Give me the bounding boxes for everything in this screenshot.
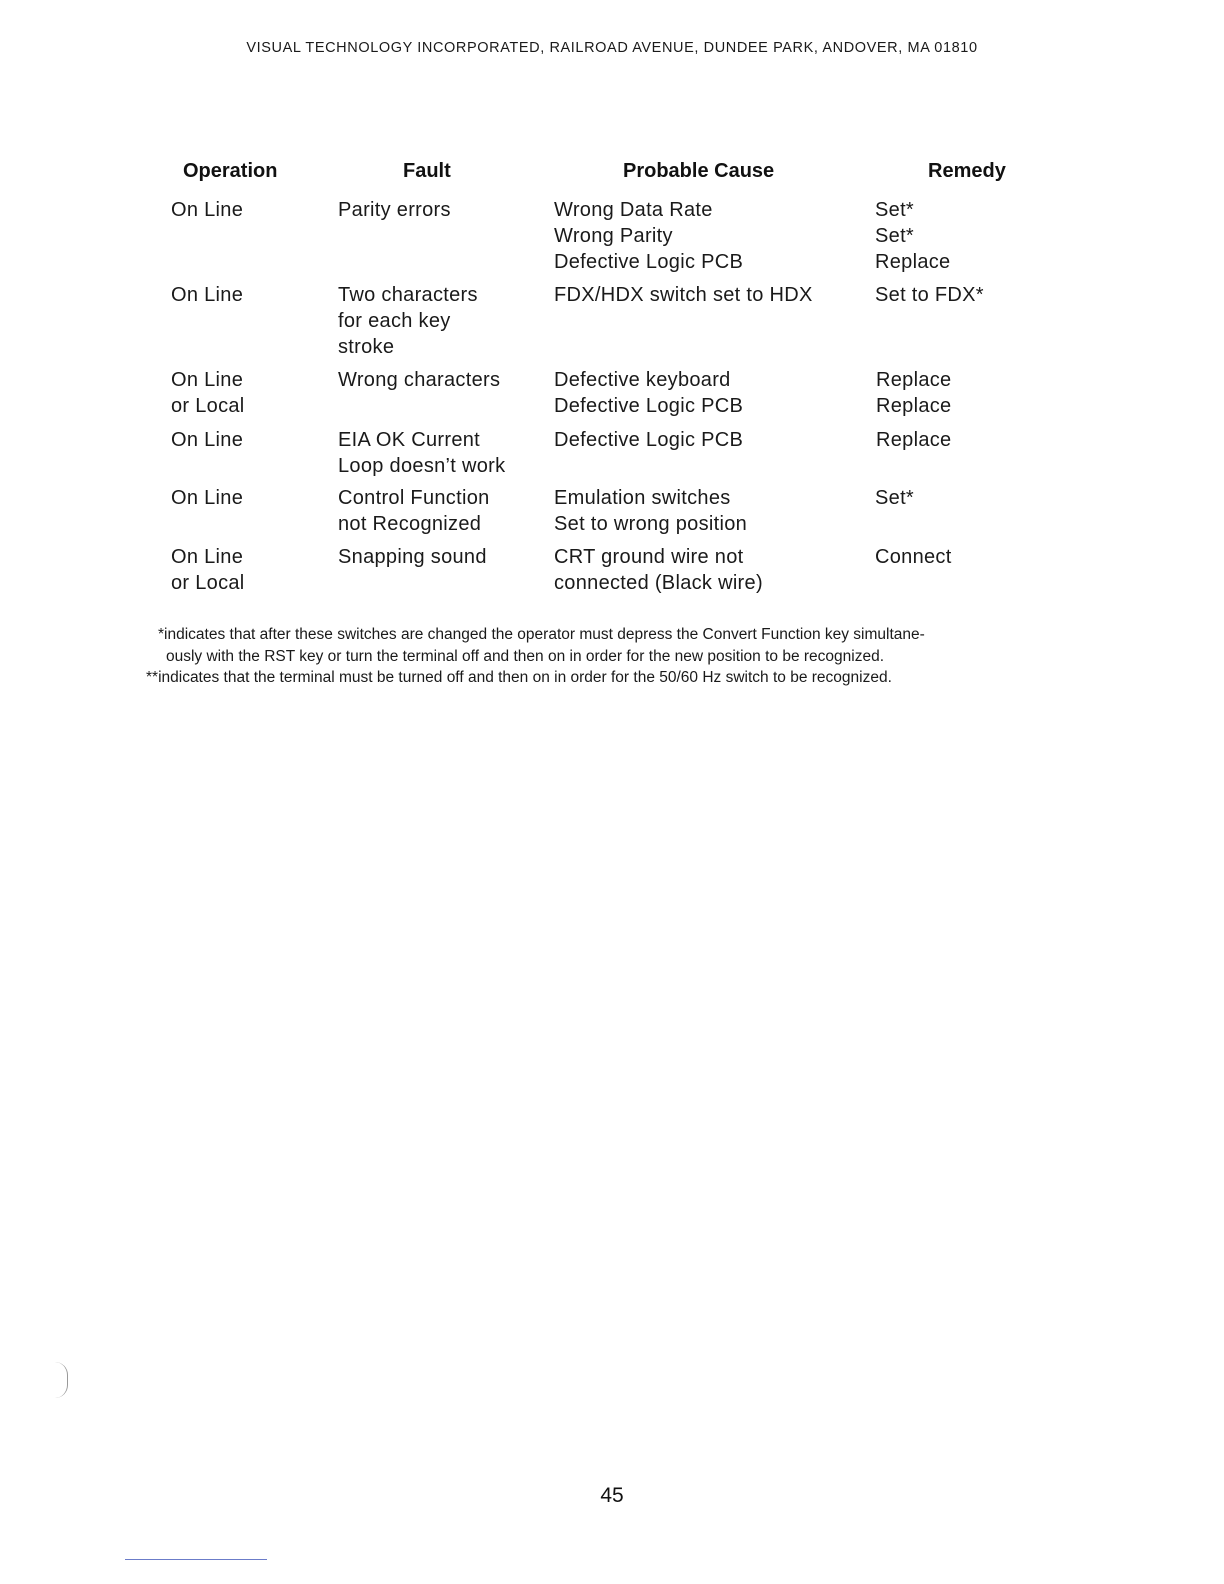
table-row-2-cause [554,282,813,308]
table-row-1-cause [554,197,743,275]
table-row-3-cause [554,367,743,419]
footnote-double-asterisk: **indicates that the terminal must be turned off and then on in order for the 50/60 Hz switch to be recognized. [146,669,892,686]
cell-line: Snapping sound [338,546,487,568]
cell-line: On Line [171,369,244,391]
cell-line: On Line [171,546,244,568]
cell-line: for each key [338,310,451,332]
table-row-5-remedy [875,485,914,511]
cell-line: Defective Logic PCB [554,429,744,451]
column-header-probable-cause: Probable Cause [623,160,775,182]
page-header: VISUAL TECHNOLOGY INCORPORATED, RAILROAD AVENUE, DUNDEE PARK, ANDOVER, MA 01810 [246,40,978,56]
cell-line: Set* [875,225,915,247]
table-row-4-remedy [876,427,951,453]
cell-line: On Line [171,199,244,221]
cell-line: Loop doesn’t work [338,455,506,477]
footnote-single-asterisk: *indicates that after these switches are changed the operator must depress the Convert Function key simultane- [158,626,925,643]
cell-line: On Line [171,429,244,451]
table-row-2-remedy [875,282,984,308]
table-row-3-fault [338,367,500,393]
cell-line: Emulation switches [554,487,731,509]
cell-line: Defective Logic PCB [554,251,744,273]
cell-line: FDX/HDX switch set to HDX [554,284,813,306]
cell-line: Control Function [338,487,490,509]
footnotes [146,624,1066,689]
table-row-4-operation [171,427,243,453]
cell-line: Two characters [338,284,478,306]
column-header-operation: Operation [183,160,278,182]
cell-line: not Recognized [338,513,482,535]
cell-line: Replace [876,429,952,451]
cell-line: Set* [875,199,915,221]
table-row-6-fault [338,544,487,570]
scan-edge-mark [55,1362,68,1398]
table-row-6-operation [171,544,245,596]
cell-line: Set to wrong position [554,513,748,535]
table-row-3-operation [171,367,245,419]
cell-line: Connect [875,546,952,568]
table-row-2-operation [171,282,243,308]
cell-line: Replace [876,369,952,391]
page-number: 45 [600,1484,624,1507]
cell-line: or Local [171,395,245,417]
table-row-5-cause [554,485,747,537]
table-row-4-fault [338,427,505,479]
column-header-remedy: Remedy [928,160,1006,182]
table-row-5-operation [171,485,243,511]
footnote-continuation: ously with the RST key or turn the terminal off and then on in order for the new position to be recognized. [166,647,885,665]
cell-line: Defective keyboard [554,369,731,391]
cell-line: Replace [876,395,952,417]
cell-line: Set to FDX* [875,284,984,306]
cell-line: On Line [171,487,244,509]
table-row-6-cause [554,544,763,596]
cell-line: Parity errors [338,199,451,221]
table-row-4-cause [554,427,743,453]
scan-edge-line [125,1559,267,1560]
cell-line: stroke [338,336,395,358]
cell-line: Wrong characters [338,369,501,391]
table-row-5-fault [338,485,490,537]
table-row-3-remedy [876,367,951,419]
cell-line: or Local [171,572,245,594]
cell-line: CRT ground wire not [554,546,744,568]
cell-line: Defective Logic PCB [554,395,744,417]
cell-line: EIA OK Current [338,429,481,451]
table-row-1-remedy [875,197,950,275]
table-row-1-fault [338,197,451,223]
column-header-fault: Fault [403,160,451,182]
cell-line: connected (Black wire) [554,572,763,594]
table-row-2-fault [338,282,478,360]
cell-line: Set* [875,487,915,509]
table-row-1-operation [171,197,243,223]
cell-line: Replace [875,251,951,273]
cell-line: On Line [171,284,244,306]
cell-line: Wrong Data Rate [554,199,713,221]
cell-line: Wrong Parity [554,225,673,247]
table-row-6-remedy [875,544,952,570]
